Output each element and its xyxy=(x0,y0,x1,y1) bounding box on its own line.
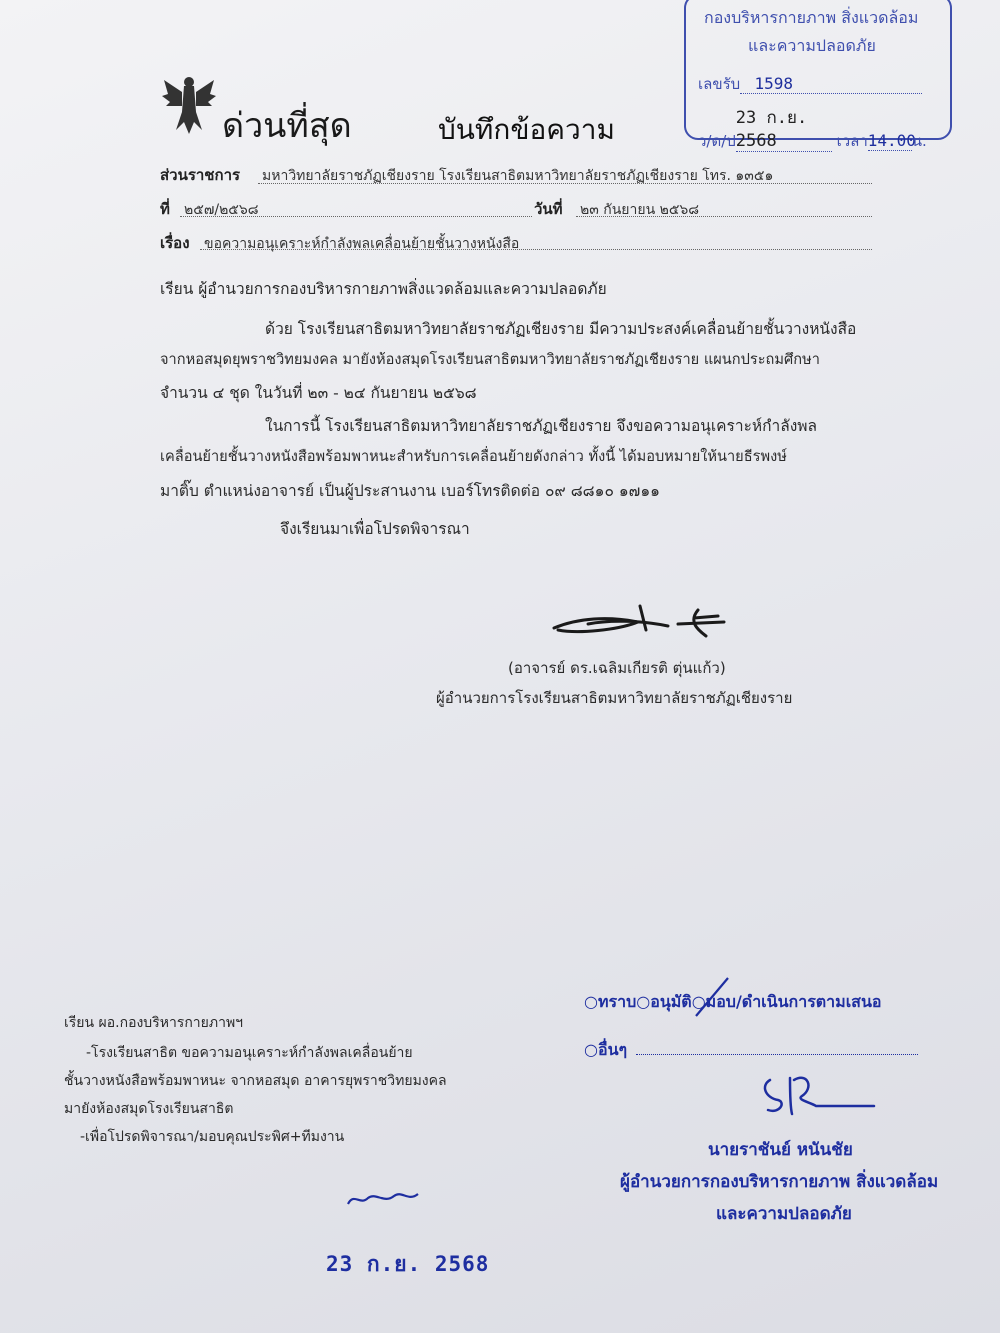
signature-physical-director xyxy=(756,1066,886,1122)
stamp-dept-line2: และความปลอดภัย xyxy=(748,36,876,55)
note-left-line1: เรียน ผอ.กองบริหารกายภาพฯ xyxy=(64,1015,244,1031)
note-left-line4: มายังห้องสมุดโรงเรียนสาธิต xyxy=(64,1101,234,1117)
initials-signature xyxy=(340,1182,430,1212)
agency-label: ส่วนราชการ xyxy=(160,166,241,184)
urgency-label: ด่วนที่สุด xyxy=(222,106,352,146)
physical-director-position2: และความปลอดภัย xyxy=(716,1204,852,1224)
receive-stamp xyxy=(684,0,952,151)
paragraph2-line3: มาติ๊บ ตำแหน่งอาจารย์ เป็นผู้ประสานงาน เบอร์โทรติดต่อ ๐๙ ๘๘๑๐ ๑๗๑๑ xyxy=(160,482,661,500)
approval-options: ○ทราบ○อนุมัติ○มอบ/ดำเนินการตามเสนอ xyxy=(584,992,882,1011)
paragraph2-line1: ในการนี้ โรงเรียนสาธิตมหาวิทยาลัยราชภัฏเชียงราย จึงขอความอนุเคราะห์กำลังพล xyxy=(265,417,817,435)
stamp-receive-label: เลขรับ xyxy=(698,75,741,93)
ref-value: ๒๕๗/๒๕๖๘ xyxy=(184,202,259,218)
stamp-time-unit: น. xyxy=(911,132,927,150)
agency-value: มหาวิทยาลัยราชภัฏเชียงราย โรงเรียนสาธิตมหาวิทยาลัยราชภัฏเชียงราย โทร. ๑๓๕๑ xyxy=(262,168,774,184)
stamp-time-value: 14.00 xyxy=(867,131,916,150)
note-left-line5: -เพื่อโปรดพิจารณา/มอบคุณประพิศ+ทีมงาน xyxy=(80,1129,345,1145)
approval-other-dotline xyxy=(636,1054,918,1055)
subject-value: ขอความอนุเคราะห์กำลังพลเคลื่อนย้ายชั้นวางหนังสือ xyxy=(204,236,520,252)
date-value: ๒๓ กันยายน ๒๕๖๘ xyxy=(580,202,700,218)
stamp-date-row xyxy=(698,104,927,153)
salutation: เรียน ผู้อำนวยการกองบริหารกายภาพสิ่งแวดล้อมและความปลอดภัย xyxy=(160,280,607,298)
physical-director-name: นายราชันย์ หนันชัย xyxy=(708,1140,853,1160)
director-name: (อาจารย์ ดร.เฉลิมเกียรติ ตุ่นแก้ว) xyxy=(508,659,726,677)
approval-other-option: ○อื่นๆ xyxy=(584,1040,628,1059)
note-left-line2: -โรงเรียนสาธิต ขอความอนุเคราะห์กำลังพลเคลื่อนย้าย xyxy=(86,1045,413,1061)
memo-title: บันทึกข้อความ xyxy=(438,113,615,146)
paragraph1-line1: ด้วย โรงเรียนสาธิตมหาวิทยาลัยราชภัฏเชียงราย มีความประสงค์เคลื่อนย้ายชั้นวางหนังสือ xyxy=(265,320,857,338)
physical-director-position1: ผู้อำนวยการกองบริหารกายภาพ สิ่งแวดล้อม xyxy=(620,1172,939,1192)
paragraph2-line2: เคลื่อนย้ายชั้นวางหนังสือพร้อมพาหนะสำหรับการเคลื่อนย้ายดังกล่าว ทั้งนี้ ได้มอบหมายให้นายธีรพงษ์ xyxy=(160,448,787,465)
note-left-line3: ชั้นวางหนังสือพร้อมพาหนะ จากหอสมุด อาคารยุพราชวิทยมงคล xyxy=(64,1073,447,1089)
date-label: วันที่ xyxy=(534,200,563,218)
subject-label: เรื่อง xyxy=(160,234,190,252)
stamp-date-value: 23 ก.ย. 2568 xyxy=(735,108,808,151)
stamp-date-label: ว/ด/ป xyxy=(698,132,736,150)
stamp-time-label: เวลา xyxy=(836,132,868,150)
check-slash-mark xyxy=(686,972,736,1022)
closing-line: จึงเรียนมาเพื่อโปรดพิจารณา xyxy=(280,520,470,538)
stamp-receive-row xyxy=(698,72,922,96)
paragraph1-line3: จำนวน ๔ ชุด ในวันที่ ๒๓ - ๒๔ กันยายน ๒๕๖๘ xyxy=(160,384,477,402)
stamp-dept-line1: กองบริหารกายภาพ สิ่งแวดล้อม xyxy=(704,8,919,27)
note-left-date: 23 ก.ย. 2568 xyxy=(326,1252,490,1276)
garuda-emblem-icon xyxy=(160,72,218,136)
paragraph1-line2: จากหอสมุดยุพราชวิทยมงคล มายังห้องสมุดโรงเรียนสาธิตมหาวิทยาลัยราชภัฏเชียงราย แผนกประถมศึกษา xyxy=(160,351,820,368)
ref-label: ที่ xyxy=(160,200,170,218)
director-position: ผู้อำนวยการโรงเรียนสาธิตมหาวิทยาลัยราชภัฏเชียงราย xyxy=(436,689,793,707)
stamp-receive-number: 1598 xyxy=(754,74,793,93)
signature-director xyxy=(548,600,748,640)
